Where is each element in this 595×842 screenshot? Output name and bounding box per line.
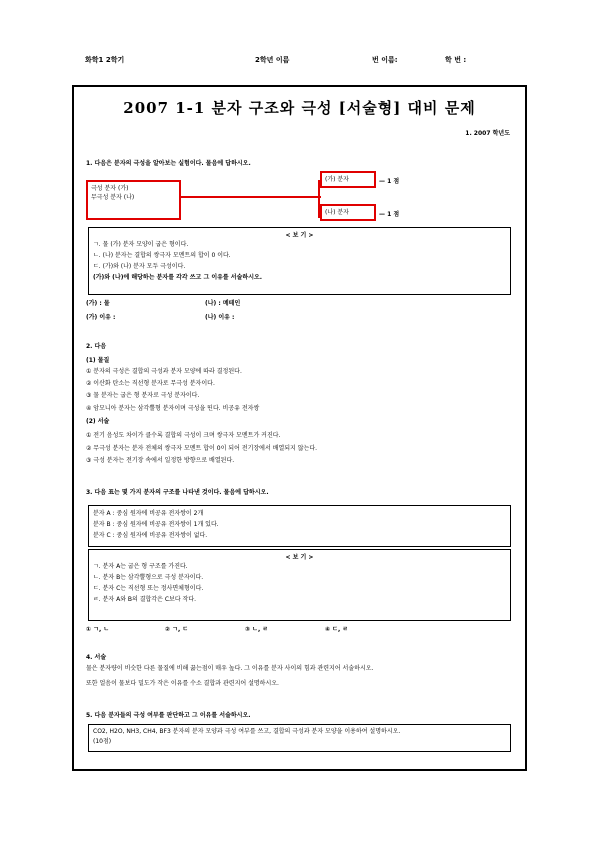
q3-option-1: ① ㄱ, ㄴ	[86, 626, 110, 633]
q3-box1-line-3: 분자 C : 중심 원자에 비공유 전자쌍이 없다.	[93, 532, 208, 539]
q3-box-2	[88, 549, 511, 621]
q4-label: 4. 서술	[86, 654, 107, 661]
q1-red-top-suffix: — 1 점	[379, 178, 400, 185]
q5-box-line-2: (10점)	[93, 738, 112, 745]
q3-box1-line-2: 분자 B : 중심 원자에 비공유 전자쌍이 1개 있다.	[93, 521, 219, 528]
q3-box2-line-2: ㄴ. 분자 B는 삼각뿔형으로 극성 분자이다.	[93, 574, 204, 581]
q2-sub-label: (1) 물질	[86, 357, 110, 364]
header-left: 화학1 2학기	[85, 56, 125, 64]
q2-line-5: (2) 서술	[86, 418, 110, 425]
q5-box-line-1: CO2, H2O, NH3, CH4, BF3 분자의 분자 모양과 극성 여부를 쓰고, 결합의 극성과 분자 모양을 이용하여 설명하시오.	[93, 728, 401, 735]
q2-line-6: ① 전기 음성도 차이가 클수록 결합의 극성이 크며 쌍극자 모멘트가 커진다.	[86, 432, 281, 439]
q3-prompt: 3. 다음 표는 몇 가지 분자의 구조를 나타낸 것이다. 물음에 답하시오.	[86, 489, 269, 496]
q2-line-4: ④ 암모니아 분자는 삼각뿔형 분자이며 극성을 띤다. 비공유 전자쌍	[86, 405, 260, 412]
q1-left-line-2: 무극성 분자 (나)	[91, 194, 135, 201]
q1-left-box	[86, 180, 181, 220]
q1-box-line-1: ㄱ. 물 (가) 분자 모양이 굽은 형이다.	[93, 241, 189, 248]
q1-answer-2: (나) : 메테인	[205, 300, 241, 307]
q1-answer-1: (가) : 물	[86, 300, 110, 307]
q1-red-bottom: (나) 분자	[320, 204, 376, 221]
header-center: 2학년 이름	[255, 56, 290, 64]
q3-option-2: ② ㄱ, ㄷ	[165, 626, 189, 633]
q1-connector	[181, 196, 321, 198]
q2-line-2: ② 이산화 탄소는 직선형 분자로 무극성 분자이다.	[86, 380, 215, 387]
q3-box2-line-3: ㄷ. 분자 C는 직선형 또는 정사면체형이다.	[93, 585, 204, 592]
q1-prompt: 1. 다음은 분자의 극성을 알아보는 실험이다. 물음에 답하시오.	[86, 160, 251, 167]
header-right-label: 번 이름:	[372, 56, 398, 64]
q3-box2-line-1: ㄱ. 분자 A는 굽은 형 구조를 가진다.	[93, 563, 188, 570]
q3-box-1	[88, 505, 511, 547]
q4-line-1: 물은 분자량이 비슷한 다른 물질에 비해 끓는점이 매우 높다. 그 이유를 분자 사이의 힘과 관련지어 서술하시오.	[86, 665, 374, 672]
q1-answer-4: (나) 이유 :	[205, 314, 235, 321]
q2-line-3: ③ 물 분자는 굽은 형 분자로 극성 분자이다.	[86, 392, 200, 399]
document-title: 2007 1-1 분자 구조와 극성 [서술형] 대비 문제	[123, 99, 476, 117]
q2-line-7: ② 무극성 분자는 분자 전체의 쌍극자 모멘트 합이 0이 되어 전기장에서 배열되지 않는다.	[86, 445, 318, 452]
document-subtitle: 1. 2007 학년도	[465, 130, 510, 137]
q5-prompt: 5. 다음 분자들의 극성 여부를 판단하고 그 이유를 서술하시오.	[86, 712, 251, 719]
q3-box2-title: < 보 기 >	[285, 554, 314, 561]
q3-box1-line-1: 분자 A : 중심 원자에 비공유 전자쌍이 2개	[93, 510, 204, 517]
q1-box-bottom-line: (가)와 (나)에 해당하는 분자를 각각 쓰고 그 이유를 서술하시오.	[93, 274, 263, 281]
q2-line-1: ① 분자의 극성은 결합의 극성과 분자 모양에 따라 결정된다.	[86, 368, 242, 375]
q1-left-line-1: 극성 분자 (가)	[91, 185, 129, 192]
q1-red-top: (가) 분자	[320, 171, 376, 188]
q2-label: 2. 다음	[86, 343, 107, 350]
q5-box	[88, 724, 511, 752]
header-right-value: 학 번 :	[445, 56, 467, 64]
q1-box-title: < 보 기 >	[285, 232, 314, 239]
q3-box2-line-4: ㄹ. 분자 A와 B의 결합각은 C보다 작다.	[93, 596, 197, 603]
q1-box-line-2: ㄴ. (나) 분자는 결합의 쌍극자 모멘트의 합이 0 이다.	[93, 252, 231, 259]
q3-option-4: ④ ㄷ, ㄹ	[325, 626, 349, 633]
q1-answer-3: (가) 이유 :	[86, 314, 116, 321]
q1-box-line-3: ㄷ. (가)와 (나) 분자 모두 극성이다.	[93, 263, 186, 270]
q3-option-3: ③ ㄴ, ㄹ	[245, 626, 269, 633]
q2-line-8: ③ 극성 분자는 전기장 속에서 일정한 방향으로 배열된다.	[86, 457, 235, 464]
q4-line-2: 또한 얼음이 물보다 밀도가 작은 이유를 수소 결합과 관련지어 설명하시오.	[86, 680, 279, 687]
q1-box	[88, 227, 511, 295]
q1-red-bottom-suffix: — 1 점	[379, 211, 400, 218]
